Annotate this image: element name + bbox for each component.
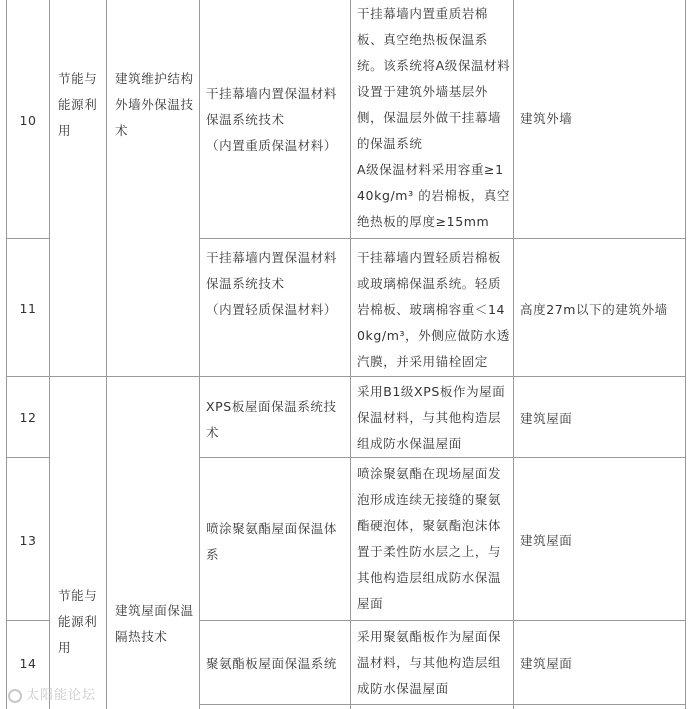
technology-cell: 喷涂聚氨酯屋面保温体 系: [206, 521, 338, 562]
row-divider-bottom: [199, 704, 686, 705]
scope-cell: 建筑外墙: [520, 111, 573, 126]
technology-cell: XPS板屋面保温系统技 术: [206, 399, 337, 440]
watermark-logo-icon: [8, 689, 22, 703]
row-number: 12: [19, 410, 37, 425]
table-border-left: [6, 0, 7, 709]
row-divider-13-14: [6, 620, 50, 621]
category-cell: 节能与 能源利 用: [58, 588, 98, 655]
technology-cell: 干挂幕墙内置保温材料 保温系统技术 （内置重质保温材料）: [206, 86, 338, 153]
row-divider-12-13-right: [199, 457, 686, 458]
description-cell: 采用聚氨酯板作为屋面保 温材料，与其他构造层组 成防水保温屋面: [357, 629, 502, 696]
row-number: 13: [19, 533, 37, 548]
row-divider-13-14-right: [199, 620, 686, 621]
column-divider-2: [106, 0, 107, 709]
row-number: 11: [19, 301, 37, 316]
row-divider-12-13: [6, 457, 50, 458]
watermark: [8, 684, 96, 703]
description-cell: 喷涂聚氨酯在现场屋面发 泡形成连续无接缝的聚氨 酯硬泡体，聚氨酯泡沫体 置于柔性防水层之上，与 其他构造层组成防水保温 屋面: [357, 466, 502, 611]
description-cell: 干挂幕墙内置重质岩棉 板、真空绝热板保温系 统。该系统将A级保温材料 设置于建筑外墙基层外 侧，保温层外做干挂幕墙 的保温系统 A级保温材料采用容重≥1 40kg/m³ 的岩棉板，真空 绝热板的厚度≥15mm: [357, 6, 511, 229]
table-border-right: [685, 0, 686, 709]
row-number: 14: [19, 656, 37, 671]
technology-cell: 聚氨酯板屋面保温系统: [206, 656, 338, 671]
row-number: 10: [19, 113, 37, 128]
scope-cell: 高度27m以下的建筑外墙: [520, 302, 668, 317]
description-cell: 干挂幕墙内置轻质岩棉板 或玻璃棉保温系统。轻质 岩棉板、玻璃棉容重＜14 0kg/m³，外侧应做防水透 汽膜，并采用锚栓固定: [357, 250, 510, 369]
category-cell: 节能与 能源利 用: [58, 71, 98, 138]
row-divider-10-11-right: [199, 238, 686, 239]
row-divider-10-11: [6, 238, 50, 239]
area-cell: 建筑屋面保温 隔热技术: [115, 603, 194, 644]
watermark-text: 太阳能论坛: [26, 688, 97, 703]
description-cell: 采用B1级XPS板作为屋面 保温材料，与其他构造层 组成防水保温屋面: [357, 384, 506, 451]
scope-cell: 建筑屋面: [520, 656, 573, 671]
column-divider-1: [49, 0, 50, 709]
scope-cell: 建筑屋面: [520, 533, 573, 548]
technology-cell: 干挂幕墙内置保温材料 保温系统技术 （内置轻质保温材料）: [206, 250, 338, 317]
area-cell: 建筑维护结构 外墙外保温技 术: [115, 71, 194, 138]
row-divider-11-12: [6, 376, 686, 377]
scope-cell: 建筑屋面: [520, 411, 573, 426]
column-divider-3: [199, 0, 200, 709]
